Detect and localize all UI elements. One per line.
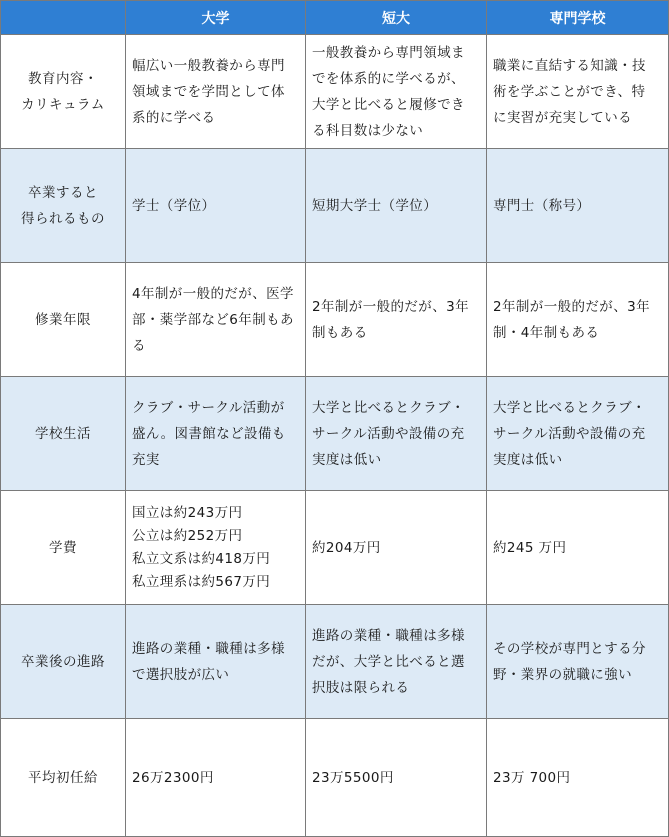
row-label: 平均初任給 <box>1 719 126 837</box>
cell-vocational-school: 23万 700円 <box>487 719 669 837</box>
cell-junior-college: 2年制が一般的だが、3年 制もある <box>306 263 487 377</box>
cell-university: クラブ・サークル活動が 盛ん。図書館など設備も 充実 <box>126 377 306 491</box>
cell-university: 幅広い一般教養から専門 領域までを学問として体 系的に学べる <box>126 35 306 149</box>
cell-junior-college: 進路の業種・職種は多様 だが、大学と比べると選 択肢は限られる <box>306 605 487 719</box>
cell-vocational-school: その学校が専門とする分 野・業界の就職に強い <box>487 605 669 719</box>
cell-vocational-school: 大学と比べるとクラブ・ サークル活動や設備の充 実度は低い <box>487 377 669 491</box>
cell-vocational-school: 2年制が一般的だが、3年 制・4年制もある <box>487 263 669 377</box>
header-junior-college: 短大 <box>306 1 487 35</box>
table-row-school-life <box>1 377 669 491</box>
table-row-duration <box>1 263 669 377</box>
cell-junior-college: 一般教養から専門領域ま でを体系的に学べるが、 大学と比べると履修でき る科目数は少ない <box>306 35 487 149</box>
cell-junior-college: 約204万円 <box>306 491 487 605</box>
cell-university: 4年制が一般的だが、医学 部・薬学部など6年制もあ る <box>126 263 306 377</box>
cell-vocational-school: 約245 万円 <box>487 491 669 605</box>
row-label: 卒業後の進路 <box>1 605 126 719</box>
cell-junior-college: 23万5500円 <box>306 719 487 837</box>
row-label: 学費 <box>1 491 126 605</box>
header-row <box>1 1 669 35</box>
cell-junior-college: 短期大学士（学位） <box>306 149 487 263</box>
cell-university: 学士（学位） <box>126 149 306 263</box>
header-corner <box>1 1 126 35</box>
table-row-tuition <box>1 491 669 605</box>
cell-university: 国立は約243万円 公立は約252万円 私立文系は約418万円 私立理系は約567万円 <box>126 491 306 605</box>
table-row-starting-salary <box>1 719 669 837</box>
cell-university: 26万2300円 <box>126 719 306 837</box>
cell-university: 進路の業種・職種は多様 で選択肢が広い <box>126 605 306 719</box>
header-university: 大学 <box>126 1 306 35</box>
cell-junior-college: 大学と比べるとクラブ・ サークル活動や設備の充 実度は低い <box>306 377 487 491</box>
row-label: 卒業すると 得られるもの <box>1 149 126 263</box>
table-row-career <box>1 605 669 719</box>
table-row-curriculum <box>1 35 669 149</box>
row-label: 教育内容・ カリキュラム <box>1 35 126 149</box>
cell-vocational-school: 専門士（称号） <box>487 149 669 263</box>
row-label: 学校生活 <box>1 377 126 491</box>
header-vocational-school: 専門学校 <box>487 1 669 35</box>
row-label: 修業年限 <box>1 263 126 377</box>
table-row-degree <box>1 149 669 263</box>
cell-vocational-school: 職業に直結する知識・技 術を学ぶことができ、特 に実習が充実している <box>487 35 669 149</box>
